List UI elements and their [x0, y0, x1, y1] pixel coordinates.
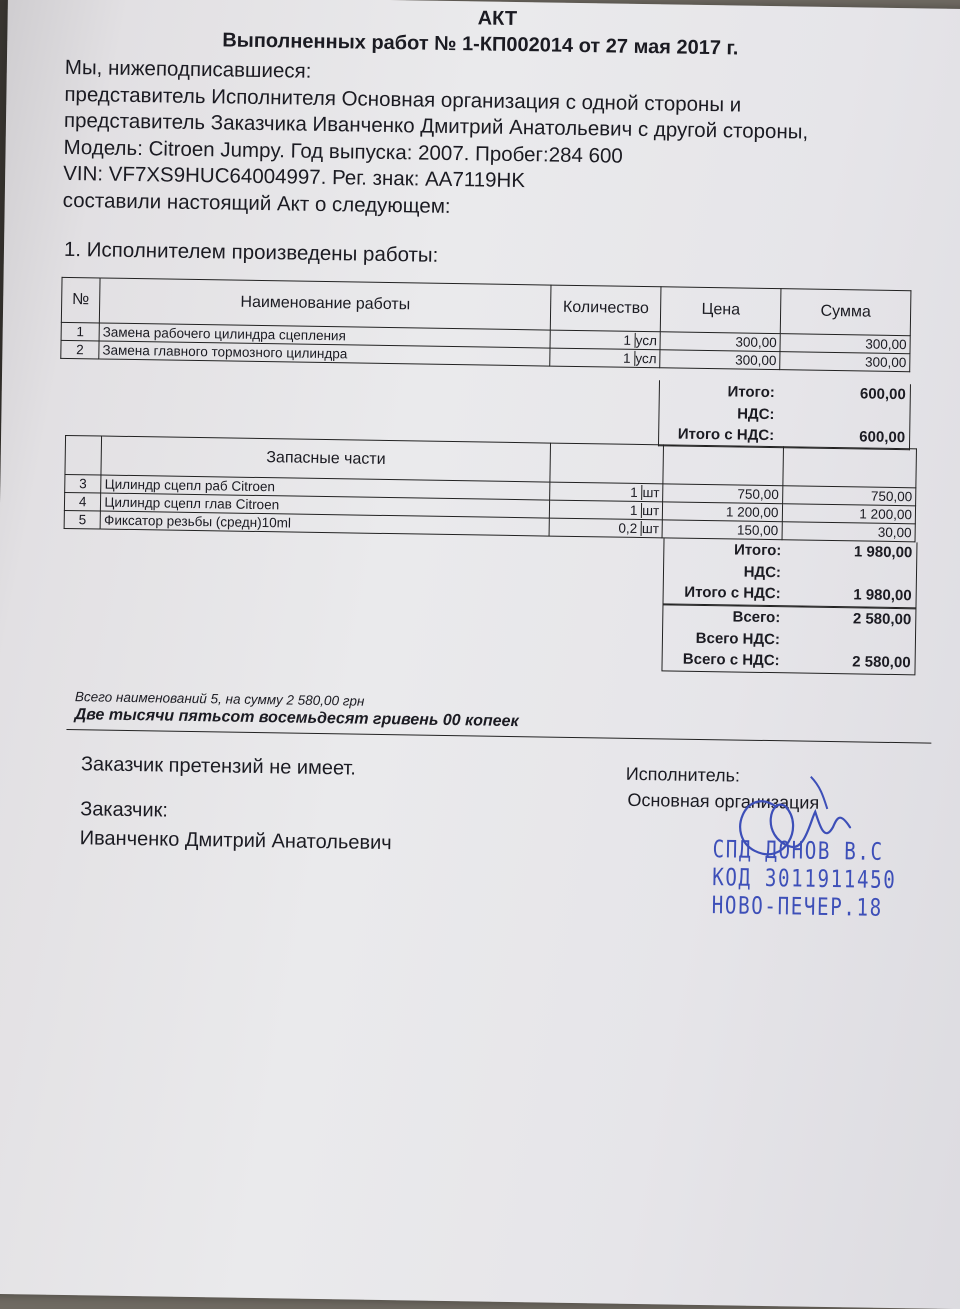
col-name-header: Наименование работы — [99, 278, 551, 330]
intro-line: представитель Заказчика Иванченко Дмитрий Анатольевич с другой стороны, — [63, 108, 809, 144]
row-qty: 1 шт — [550, 482, 663, 502]
row-price: 300,00 — [660, 350, 780, 370]
doc-subtitle: Выполненных работ № 1-КП002014 от 27 мая 2017 г. — [222, 29, 739, 60]
no-claims-text: Заказчик претензий не имеет. — [80, 753, 357, 780]
stamp-line: НОВО-ПЕЧЕР.18 — [711, 891, 884, 922]
row-qty: 0,2 шт — [549, 518, 662, 538]
row-name: Замена рабочего цилиндра сцепления — [99, 323, 551, 348]
intro-line: составили настоящий Акт о следующем: — [62, 188, 451, 218]
works-table — [60, 277, 911, 372]
row-num: 2 — [61, 340, 99, 359]
col-sum-header: Сумма — [780, 289, 911, 336]
signature — [714, 765, 866, 877]
row-price: 750,00 — [663, 484, 783, 504]
intro-line: VIN: VF7XS9HUC64004997. Рег. знак: AA7119HK — [63, 161, 526, 193]
row-qty: 1 усл — [550, 330, 660, 350]
row-num: 3 — [65, 474, 102, 493]
intro-paragraph — [63, 55, 945, 228]
doc-title: АКТ — [477, 7, 518, 30]
customer-label: Заказчик: — [80, 798, 169, 822]
row-sum: 300,00 — [780, 334, 910, 354]
row-sum: 1 200,00 — [782, 504, 916, 524]
stamp-line: КОД 3011911450 — [711, 863, 897, 895]
intro-line: представитель Исполнителя Основная организация с одной стороны и — [64, 82, 742, 117]
intro-line: Мы, нижеподписавшиеся: — [64, 55, 312, 83]
row-qty: 1 усл — [550, 348, 660, 368]
parts-totals: Итого: 1 980,00 НДС: Итого с НДС: 1 980,00 — [663, 538, 918, 607]
works-totals: Итого: 600,00 НДС: Итого с НДС: 600,00 — [658, 380, 911, 449]
col-num-header: № — [61, 277, 100, 323]
row-num: 1 — [61, 322, 99, 341]
executor-label: Исполнитель: — [625, 763, 741, 786]
row-price: 1 200,00 — [663, 502, 783, 522]
row-num: 5 — [64, 510, 101, 529]
customer-name: Иванченко Дмитрий Анатольевич — [79, 827, 392, 855]
row-price: 150,00 — [662, 520, 782, 540]
intro-line: Модель: Citroen Jumpy. Год выпуска: 2007. Пробег:284 600 — [63, 135, 623, 168]
row-name: Фиксатор резьбы (средн)10ml — [100, 511, 549, 536]
row-price: 300,00 — [660, 332, 780, 352]
parts-table — [64, 435, 917, 542]
row-num: 4 — [64, 492, 101, 511]
stamp-line: СПД ДОНОВ В.С — [712, 835, 884, 866]
summary-words: Две тысячи пятьсот восемьдесят гривень 00 копеек — [74, 706, 519, 731]
row-name: Цилиндр сцепл раб Citroen — [101, 475, 550, 500]
summary-count: Всего наименований 5, на сумму 2 580,00 грн — [74, 689, 365, 709]
row-sum: 750,00 — [782, 486, 916, 506]
parts-header: Запасные части — [101, 436, 550, 482]
row-sum: 30,00 — [782, 522, 916, 542]
row-name: Замена главного тормозного цилиндра — [99, 341, 551, 366]
divider — [66, 729, 931, 744]
row-qty: 1 шт — [549, 500, 662, 520]
row-name: Цилиндр сцепл глав Citroen — [101, 493, 550, 518]
col-qty-header: Количество — [551, 285, 662, 332]
section-heading: 1. Исполнителем произведены работы: — [63, 237, 439, 267]
row-sum: 300,00 — [780, 352, 910, 372]
col-price-header: Цена — [661, 287, 782, 334]
grand-totals: Всего: 2 580,00 Всего НДС: Всего с НДС: 2 580,00 — [661, 604, 916, 674]
executor-org: Основная организация — [627, 789, 820, 813]
